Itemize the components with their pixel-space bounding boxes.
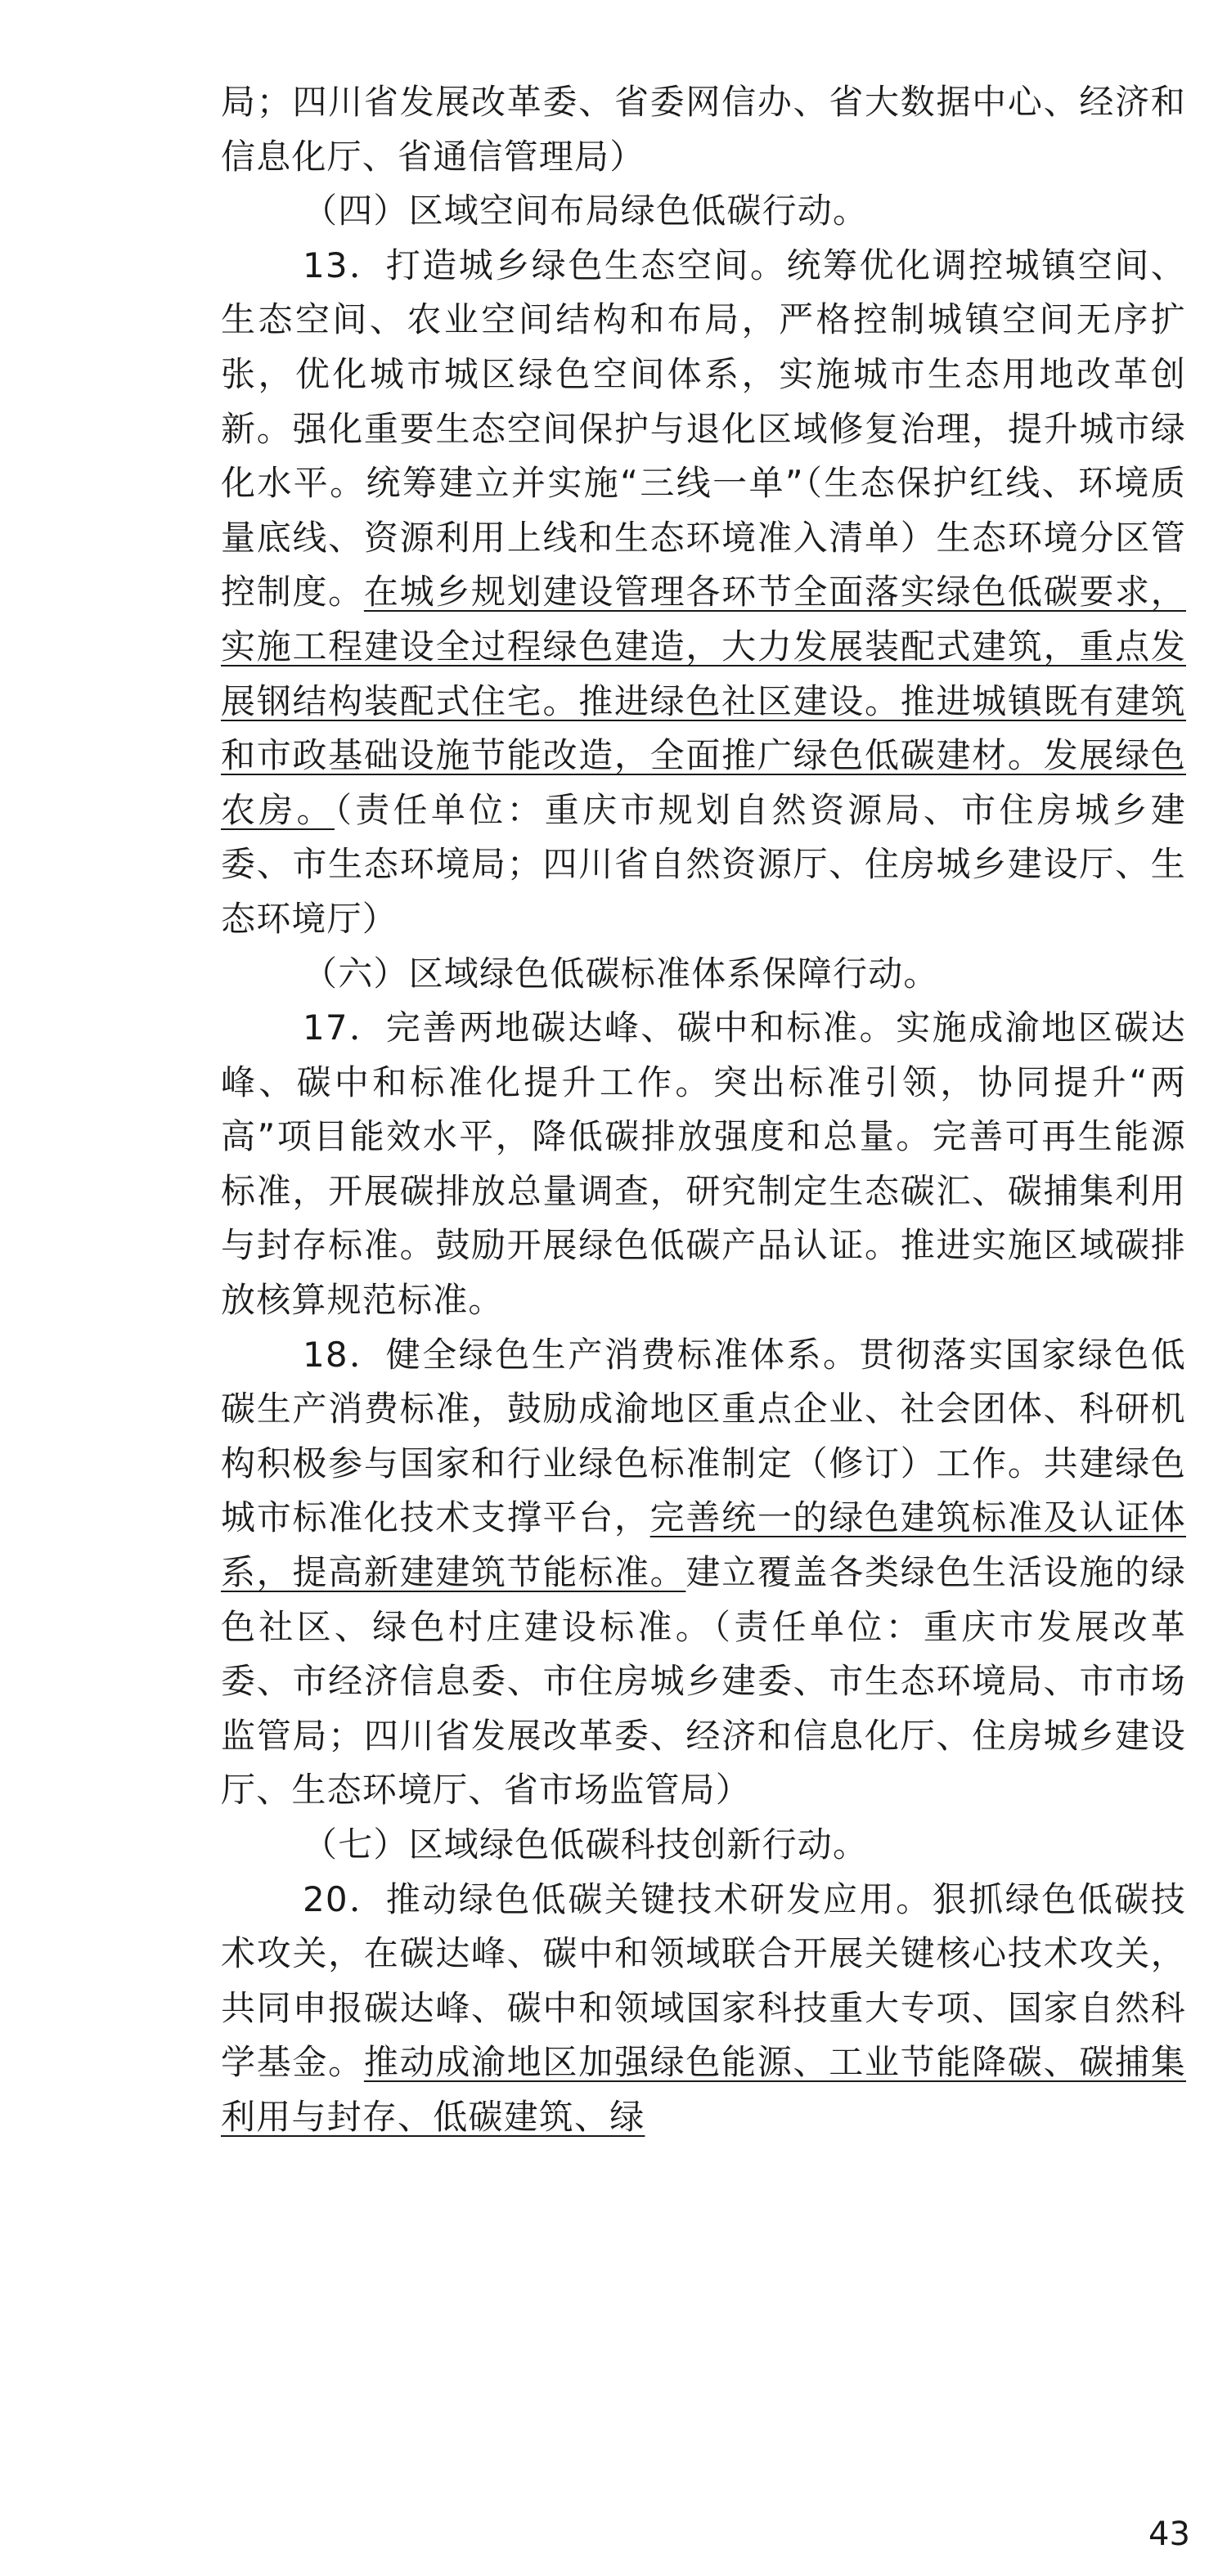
page-number: 43 xyxy=(1148,2515,1190,2553)
paragraph-item-13 xyxy=(221,239,1186,947)
text-segment: 局；四川省发展改革委、省委网信办、省大数据中心、经济和信息化厅、省通信管理局） xyxy=(221,82,1186,177)
paragraph-item-20 xyxy=(221,1873,1186,2145)
section-heading-innovation xyxy=(221,1818,1186,1873)
paragraph-continuation xyxy=(221,75,1186,184)
document-body xyxy=(221,75,1186,2145)
text-segment: （四）区域空间布局绿色低碳行动。 xyxy=(303,191,869,231)
text-segment: 20．推动绿色低碳关键技术研发应用。狠抓绿色低碳技术攻关，在碳达峰、碳中和领域联合开展关键核心技术攻关，共同申报碳达峰、碳中和领域国家科技重大专项、国家自然科学基金。 xyxy=(221,1878,1186,2083)
paragraph-item-17 xyxy=(221,1001,1186,1328)
underlined-text-segment: 推动成渝地区加强绿色能源、工业节能降碳、碳捕集利用与封存、低碳建筑、绿 xyxy=(221,2042,1186,2137)
text-segment: （责任单位：重庆市规划自然资源局、市住房城乡建委、市生态环境局；四川省自然资源厅、住房城乡建设厅、生态环境厅） xyxy=(221,789,1186,939)
underlined-text-segment: 完善统一的绿色建筑标准及认证体系，提高新建建筑节能标准。 xyxy=(221,1497,1186,1593)
section-heading-standards xyxy=(221,947,1186,1002)
text-segment: （六）区域绿色低碳标准体系保障行动。 xyxy=(303,953,939,994)
text-segment: 13．打造城乡绿色生态空间。统筹优化调控城镇空间、生态空间、农业空间结构和布局，严格控制城镇空间无序扩张，优化城市城区绿色空间体系，实施城市生态用地改革创新。强化重要生态空间保护与退化区域修复治理，提升城市绿化水平。统筹建立并实施“三线一单”（生态保护红线、环境质量底线、资源利用上线和生态环境准入清单）生态环境分区管控制度。 xyxy=(221,245,1186,613)
text-segment: 建立覆盖各类绿色生活设施的绿色社区、绿色村庄建设标准。（责任单位：重庆市发展改革委、市经济信息委、市住房城乡建委、市生态环境局、市市场监管局；四川省发展改革委、经济和信息化厅、住房城乡建设厅、生态环境厅、省市场监管局） xyxy=(221,1552,1186,1811)
section-heading-spatial-layout xyxy=(221,184,1186,239)
underlined-text-segment: 在城乡规划建设管理各环节全面落实绿色低碳要求，实施工程建设全过程绿色建造，大力发展装配式建筑，重点发展钢结构装配式住宅。推进绿色社区建设。推进城镇既有建筑和市政基础设施节能改造，全面推广绿色低碳建材。发展绿色农房。 xyxy=(221,572,1186,830)
text-segment: （七）区域绿色低碳科技创新行动。 xyxy=(303,1824,869,1865)
text-segment: 18．健全绿色生产消费标准体系。贯彻落实国家绿色低碳生产消费标准，鼓励成渝地区重点企业、社会团体、科研机构积极参与国家和行业绿色标准制定（修订）工作。共建绿色城市标准化技术支撑平台， xyxy=(221,1334,1186,1538)
paragraph-item-18 xyxy=(221,1328,1186,1818)
text-segment: 17．完善两地碳达峰、碳中和标准。实施成渝地区碳达峰、碳中和标准化提升工作。突出标准引领，协同提升“两高”项目能效水平，降低碳排放强度和总量。完善可再生能源标准，开展碳排放总量调查，研究制定生态碳汇、碳捕集利用与封存标准。鼓励开展绿色低碳产品认证。推进实施区域碳排放核算规范标准。 xyxy=(221,1008,1186,1321)
